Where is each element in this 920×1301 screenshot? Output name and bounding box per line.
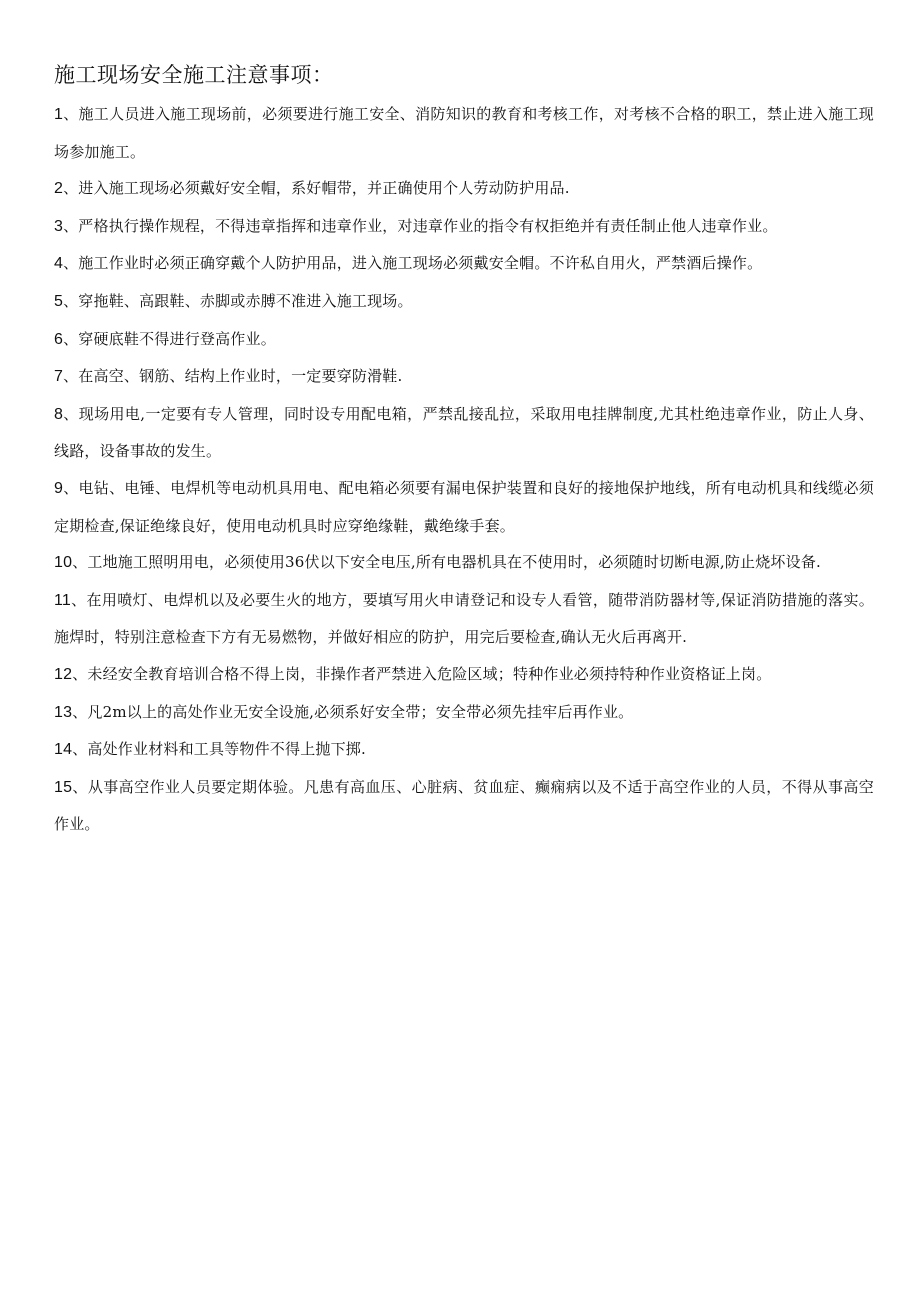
item-text: 、未经安全教育培训合格不得上岗，非操作者严禁进入危险区域；特种作业必须持特种作业资格证上岗。 (72, 664, 772, 683)
list-item (54, 396, 874, 470)
list-item (54, 470, 874, 544)
item-number: 12 (54, 665, 73, 683)
list-item (54, 731, 874, 769)
item-text: 、凡2m以上的高处作业无安全设施,必须系好安全带；安全带必须先挂牢后再作业。 (72, 702, 634, 721)
item-text: 、电钻、电锤、电焊机等电动机具用电、配电箱必须要有漏电保护装置和良好的接地保护地线，所有电动机具和线缆必须定期检查,保证绝缘良好，使用电动机具时应穿绝缘鞋，戴绝缘手套。 (54, 478, 874, 535)
item-text: 、工地施工照明用电，必须使用36伏以下安全电压,所有电器机具在不使用时，必须随时切断电源,防止烧坏设备. (72, 553, 821, 572)
item-number: 9 (54, 479, 64, 497)
list-item (54, 656, 874, 694)
item-text: 、穿拖鞋、高跟鞋、赤脚或赤膊不准进入施工现场。 (63, 291, 413, 310)
item-text: 、在用喷灯、电焊机以及必要生火的地方，要填写用火申请登记和设专人看管，随带消防器材等,保证消防措施的落实。施焊时，特别注意检查下方有无易燃物，并做好相应的防护，用完后要检查,确认无火后再离开. (54, 590, 874, 647)
document-page (54, 58, 874, 843)
list-item (54, 208, 874, 246)
item-number: 1 (54, 106, 64, 123)
item-text: 、从事高空作业人员要定期体验。凡患有高血压、心脏病、贫血症、癫痫病以及不适于高空作业的人员，不得从事高空作业。 (54, 777, 874, 834)
list-item (54, 694, 874, 732)
item-number: 3 (54, 217, 64, 235)
item-number: 6 (54, 330, 64, 348)
item-text: 、施工人员进入施工现场前，必须要进行施工安全、消防知识的教育和考核工作，对考核不合格的职工，禁止进入施工现场参加施工。 (54, 105, 874, 161)
item-text: 、严格执行操作规程，不得违章指挥和违章作业，对违章作业的指令有权拒绝并有责任制止他人违章作业。 (63, 216, 778, 235)
item-text: 、进入施工现场必须戴好安全帽，系好帽带，并正确使用个人劳动防护用品. (63, 179, 570, 198)
item-number: 15 (54, 778, 73, 796)
list-item (54, 544, 874, 582)
item-number: 2 (54, 180, 64, 198)
item-number: 4 (54, 255, 64, 273)
list-item (54, 769, 874, 843)
list-item (54, 283, 874, 321)
list-item (54, 170, 874, 208)
item-number: 14 (54, 741, 73, 759)
precautions-list (54, 96, 874, 843)
item-text: 、施工作业时必须正确穿戴个人防护用品，进入施工现场必须戴安全帽。不许私自用火，严禁酒后操作。 (63, 254, 763, 273)
list-item (54, 96, 874, 170)
item-text: 、现场用电,一定要有专人管理，同时设专用配电箱，严禁乱接乱拉，采取用电挂牌制度,尤其杜绝违章作业，防止人身、线路，设备事故的发生。 (54, 404, 874, 461)
item-number: 7 (54, 368, 64, 386)
item-number: 13 (54, 703, 73, 721)
list-item (54, 582, 874, 656)
item-number: 11 (54, 591, 72, 609)
item-number: 8 (54, 405, 64, 423)
document-title: 施工现场安全施工注意事项： (54, 63, 334, 87)
item-text: 、高处作业材料和工具等物件不得上抛下掷. (72, 740, 366, 759)
item-number: 10 (54, 554, 73, 572)
item-number: 5 (54, 292, 64, 310)
item-text: 、在高空、钢筋、结构上作业时，一定要穿防滑鞋. (63, 367, 403, 386)
item-text: 、穿硬底鞋不得进行登高作业。 (63, 329, 276, 348)
list-item (54, 358, 874, 396)
list-item (54, 245, 874, 283)
list-item (54, 321, 874, 359)
